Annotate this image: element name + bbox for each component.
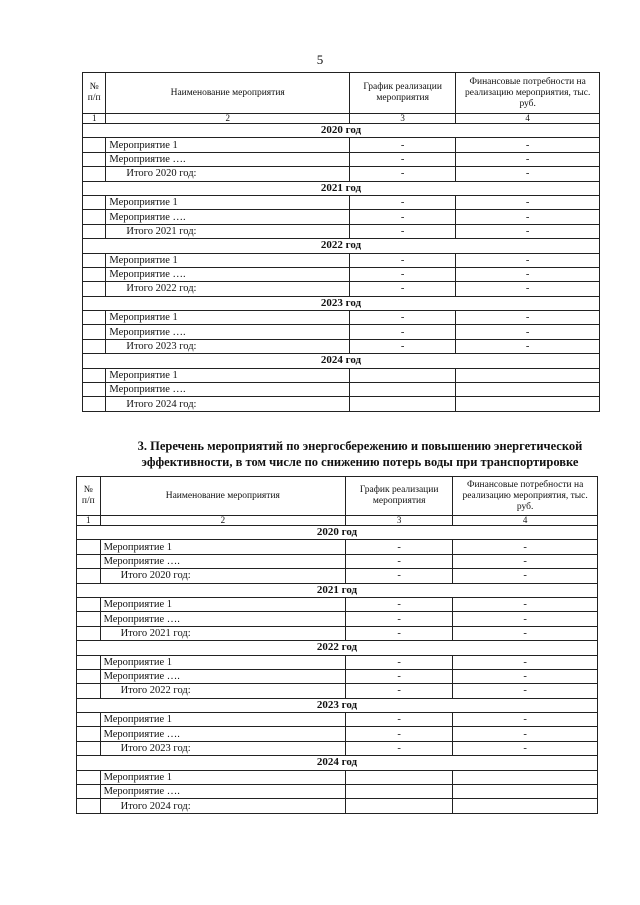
row-number-cell <box>77 669 101 683</box>
header-name: Наименование мероприятия <box>100 477 345 516</box>
row-number-cell <box>83 368 106 382</box>
year-row <box>77 583 598 597</box>
header-number: № п/п <box>77 477 101 516</box>
section-title: 3. Перечень мероприятий по энергосбережению и повышению энергетической эффективности, в том числе по снижению потерь воды при транспортировке <box>137 439 583 469</box>
measure-name-cell: Итого 2023 год: <box>100 741 345 755</box>
finance-cell: - <box>456 339 600 353</box>
row-number-cell <box>77 554 101 568</box>
index-cell: 2 <box>100 516 345 526</box>
year-row <box>77 698 598 712</box>
measure-name-cell: Мероприятие 1 <box>106 311 350 325</box>
finance-cell <box>453 799 598 813</box>
finance-cell: - <box>456 210 600 224</box>
measure-name-cell: Итого 2024 год: <box>100 799 345 813</box>
finance-cell: - <box>456 267 600 281</box>
finance-cell <box>453 770 598 784</box>
year-row <box>83 124 600 138</box>
row-number-cell <box>83 282 106 296</box>
schedule-cell: - <box>346 669 453 683</box>
row-number-cell <box>77 655 101 669</box>
table-row <box>77 554 598 568</box>
table-row <box>83 325 600 339</box>
measure-name-cell: Мероприятие 1 <box>100 540 345 554</box>
measure-name-cell: Мероприятие 1 <box>100 713 345 727</box>
header-finance: Финансовые потребности на реализацию мероприятия, тыс. руб. <box>453 477 598 516</box>
measure-name-cell: Итого 2022 год: <box>100 684 345 698</box>
row-number-cell <box>83 167 106 181</box>
schedule-cell: - <box>349 339 455 353</box>
row-number-cell <box>77 597 101 611</box>
schedule-cell: - <box>346 540 453 554</box>
measure-name-cell: Итого 2021 год: <box>100 626 345 640</box>
measures-table-2 <box>76 476 598 814</box>
year-row <box>83 296 600 310</box>
schedule-cell <box>349 368 455 382</box>
schedule-cell <box>349 397 455 411</box>
table-row <box>83 210 600 224</box>
table-row <box>77 684 598 698</box>
table-row <box>77 770 598 784</box>
schedule-cell: - <box>349 195 455 209</box>
finance-cell: - <box>456 311 600 325</box>
schedule-cell: - <box>346 727 453 741</box>
schedule-cell: - <box>349 267 455 281</box>
row-number-cell <box>83 383 106 397</box>
header-name: Наименование мероприятия <box>106 73 350 114</box>
row-number-cell <box>77 785 101 799</box>
index-cell: 4 <box>456 114 600 124</box>
table-row <box>77 626 598 640</box>
header-schedule: График реализации мероприятия <box>349 73 455 114</box>
row-number-cell <box>77 741 101 755</box>
schedule-cell: - <box>346 713 453 727</box>
row-number-cell <box>77 569 101 583</box>
finance-cell: - <box>453 727 598 741</box>
schedule-cell: - <box>349 138 455 152</box>
year-row <box>83 181 600 195</box>
table-row <box>83 152 600 166</box>
index-cell: 1 <box>83 114 106 124</box>
measure-name-cell: Мероприятие 1 <box>106 253 350 267</box>
finance-cell: - <box>453 569 598 583</box>
year-row <box>83 239 600 253</box>
measure-name-cell: Мероприятие …. <box>106 325 350 339</box>
row-number-cell <box>77 713 101 727</box>
row-number-cell <box>77 612 101 626</box>
table-row <box>83 282 600 296</box>
year-label: 2022 год <box>77 641 598 655</box>
column-index-row <box>77 516 598 526</box>
table-body <box>77 526 598 814</box>
schedule-cell: - <box>349 167 455 181</box>
row-number-cell <box>83 210 106 224</box>
finance-cell: - <box>453 669 598 683</box>
table-row <box>83 383 600 397</box>
finance-cell <box>456 397 600 411</box>
finance-cell: - <box>453 612 598 626</box>
table-row <box>83 167 600 181</box>
finance-cell: - <box>453 540 598 554</box>
measure-name-cell: Мероприятие 1 <box>100 597 345 611</box>
measure-name-cell: Мероприятие 1 <box>106 138 350 152</box>
row-number-cell <box>83 267 106 281</box>
header-row <box>83 73 600 114</box>
measures-table-1 <box>82 72 600 412</box>
measure-name-cell: Итого 2021 год: <box>106 224 350 238</box>
schedule-cell: - <box>349 210 455 224</box>
page-number: 5 <box>316 52 324 67</box>
schedule-cell: - <box>349 311 455 325</box>
row-number-cell <box>83 339 106 353</box>
table-row <box>83 138 600 152</box>
header-row <box>77 477 598 516</box>
column-index-row <box>83 114 600 124</box>
row-number-cell <box>83 253 106 267</box>
row-number-cell <box>83 138 106 152</box>
schedule-cell: - <box>346 612 453 626</box>
table-row <box>77 741 598 755</box>
measure-name-cell: Мероприятие …. <box>100 785 345 799</box>
header-number: № п/п <box>83 73 106 114</box>
table-row <box>83 195 600 209</box>
row-number-cell <box>83 325 106 339</box>
measure-name-cell: Мероприятие …. <box>106 383 350 397</box>
table-row <box>77 597 598 611</box>
year-row <box>77 641 598 655</box>
measure-name-cell: Итого 2023 год: <box>106 339 350 353</box>
schedule-cell: - <box>349 325 455 339</box>
year-label: 2022 год <box>83 239 600 253</box>
measure-name-cell: Мероприятие …. <box>100 554 345 568</box>
measure-name-cell: Мероприятие 1 <box>106 195 350 209</box>
index-cell: 4 <box>453 516 598 526</box>
finance-cell: - <box>456 167 600 181</box>
finance-cell: - <box>453 741 598 755</box>
measure-name-cell: Мероприятие …. <box>100 669 345 683</box>
row-number-cell <box>77 540 101 554</box>
year-label: 2020 год <box>83 124 600 138</box>
finance-cell: - <box>456 325 600 339</box>
table-row <box>77 713 598 727</box>
index-cell: 3 <box>346 516 453 526</box>
finance-cell: - <box>453 597 598 611</box>
index-cell: 3 <box>349 114 455 124</box>
header-schedule: График реализации мероприятия <box>346 477 453 516</box>
finance-cell <box>453 785 598 799</box>
finance-cell: - <box>456 152 600 166</box>
table-row <box>83 253 600 267</box>
year-label: 2021 год <box>77 583 598 597</box>
row-number-cell <box>77 770 101 784</box>
finance-cell: - <box>453 554 598 568</box>
schedule-cell <box>349 383 455 397</box>
row-number-cell <box>77 684 101 698</box>
schedule-cell <box>346 770 453 784</box>
measure-name-cell: Мероприятие 1 <box>100 655 345 669</box>
row-number-cell <box>83 311 106 325</box>
measure-name-cell: Итого 2020 год: <box>100 569 345 583</box>
measure-name-cell: Итого 2024 год: <box>106 397 350 411</box>
year-row <box>77 526 598 540</box>
row-number-cell <box>83 224 106 238</box>
table-row <box>77 785 598 799</box>
finance-cell: - <box>456 282 600 296</box>
year-label: 2024 год <box>77 756 598 770</box>
table-body <box>83 124 600 412</box>
finance-cell: - <box>453 626 598 640</box>
row-number-cell <box>77 799 101 813</box>
table-row <box>77 612 598 626</box>
measure-name-cell: Итого 2020 год: <box>106 167 350 181</box>
table-row <box>83 224 600 238</box>
measure-name-cell: Мероприятие …. <box>100 612 345 626</box>
table-row <box>83 397 600 411</box>
table-row <box>77 669 598 683</box>
finance-cell: - <box>456 195 600 209</box>
header-finance: Финансовые потребности на реализацию мероприятия, тыс. руб. <box>456 73 600 114</box>
row-number-cell <box>83 397 106 411</box>
schedule-cell: - <box>346 597 453 611</box>
schedule-cell: - <box>346 626 453 640</box>
row-number-cell <box>83 195 106 209</box>
row-number-cell <box>77 626 101 640</box>
finance-cell <box>456 383 600 397</box>
measure-name-cell: Мероприятие 1 <box>106 368 350 382</box>
table-row <box>83 311 600 325</box>
schedule-cell <box>346 785 453 799</box>
schedule-cell: - <box>349 152 455 166</box>
table-row <box>77 569 598 583</box>
year-label: 2020 год <box>77 526 598 540</box>
table-row <box>83 267 600 281</box>
schedule-cell: - <box>346 655 453 669</box>
table-row <box>77 799 598 813</box>
table-row <box>77 727 598 741</box>
schedule-cell: - <box>346 554 453 568</box>
schedule-cell: - <box>346 569 453 583</box>
row-number-cell <box>83 152 106 166</box>
index-cell: 2 <box>106 114 350 124</box>
table-row <box>77 540 598 554</box>
year-label: 2024 год <box>83 354 600 368</box>
table-row <box>83 368 600 382</box>
finance-cell: - <box>453 655 598 669</box>
measure-name-cell: Мероприятие …. <box>106 210 350 224</box>
finance-cell: - <box>453 713 598 727</box>
finance-cell: - <box>456 224 600 238</box>
year-row <box>77 756 598 770</box>
schedule-cell: - <box>349 282 455 296</box>
table-row <box>83 339 600 353</box>
finance-cell: - <box>456 253 600 267</box>
index-cell: 1 <box>77 516 101 526</box>
schedule-cell: - <box>346 684 453 698</box>
schedule-cell: - <box>349 224 455 238</box>
schedule-cell: - <box>349 253 455 267</box>
year-label: 2023 год <box>77 698 598 712</box>
measure-name-cell: Мероприятие …. <box>100 727 345 741</box>
year-label: 2021 год <box>83 181 600 195</box>
measure-name-cell: Итого 2022 год: <box>106 282 350 296</box>
measure-name-cell: Мероприятие …. <box>106 267 350 281</box>
finance-cell <box>456 368 600 382</box>
row-number-cell <box>77 727 101 741</box>
schedule-cell <box>346 799 453 813</box>
schedule-cell: - <box>346 741 453 755</box>
measure-name-cell: Мероприятие …. <box>106 152 350 166</box>
year-row <box>83 354 600 368</box>
year-label: 2023 год <box>83 296 600 310</box>
table-row <box>77 655 598 669</box>
measure-name-cell: Мероприятие 1 <box>100 770 345 784</box>
finance-cell: - <box>453 684 598 698</box>
finance-cell: - <box>456 138 600 152</box>
